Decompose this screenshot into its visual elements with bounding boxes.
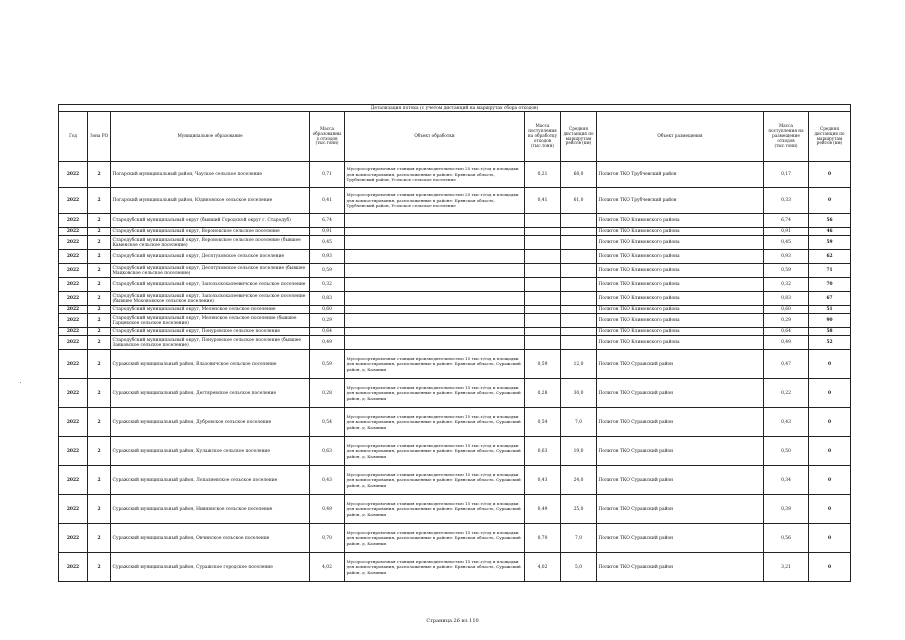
- row-disposal-object: Полигон ТКО Климовского района: [597, 306, 764, 314]
- row-processing-object: [345, 314, 525, 328]
- row-processing-object: [345, 214, 525, 228]
- row-year: 2022: [59, 379, 88, 408]
- row-municipality: Суражский муниципальный район, Лопазненское сельское поселение: [111, 466, 310, 495]
- row-distance-disposal: 0: [809, 495, 851, 524]
- row-mass-processing: [525, 236, 561, 250]
- row-distance-disposal: 51: [809, 306, 851, 314]
- row-disposal-object: Полигон ТКО Климовского района: [597, 328, 764, 336]
- row-mass-processing: 0,59: [525, 350, 561, 379]
- table-row: [59, 250, 851, 264]
- table-row: [59, 188, 851, 214]
- row-mass-generated: 0,41: [310, 188, 345, 214]
- row-mass-processing: [525, 250, 561, 264]
- row-mass-processing: [525, 214, 561, 228]
- row-mass-generated: 0,32: [310, 278, 345, 292]
- row-zone: 2: [88, 328, 111, 336]
- row-distance-processing: [561, 250, 597, 264]
- row-mass-processing: 0,28: [525, 379, 561, 408]
- row-disposal-object: Полигон ТКО Климовского района: [597, 228, 764, 236]
- row-processing-object: Мусоросортировочная станция производительностью 15 тыс.т/год и площадки для компостирования, расположенные в районе: Брянская область, Суражский район, д. Калинки: [345, 466, 525, 495]
- row-disposal-object: Полигон ТКО Суражский район: [597, 466, 764, 495]
- row-municipality: Суражский муниципальный район, Дубровское сельское поселение: [111, 408, 310, 437]
- header-row: [59, 112, 851, 162]
- row-distance-processing: 68,0: [561, 162, 597, 188]
- row-distance-processing: 12,0: [561, 350, 597, 379]
- row-mass-processing: 0,63: [525, 437, 561, 466]
- row-mass-generated: 0,71: [310, 162, 345, 188]
- row-mass-generated: 0,49: [310, 336, 345, 350]
- row-distance-processing: 25,0: [561, 495, 597, 524]
- row-processing-object: [345, 306, 525, 314]
- row-disposal-object: Полигон ТКО Климовского района: [597, 214, 764, 228]
- row-mass-generated: 6,74: [310, 214, 345, 228]
- row-municipality: Стародубский муниципальный округ, Понуровское сельское поселение (бывшее Занковское сельское поселение): [111, 336, 310, 350]
- row-year: 2022: [59, 188, 88, 214]
- row-year: 2022: [59, 264, 88, 278]
- row-distance-processing: 19,0: [561, 437, 597, 466]
- table-row: [59, 292, 851, 306]
- row-distance-processing: [561, 264, 597, 278]
- row-processing-object: [345, 336, 525, 350]
- row-municipality: Стародубский муниципальный округ, Запольскохалеевичское сельское поселение: [111, 278, 310, 292]
- header-mass-processing: Масса поступления на обработку отходов (тыс.тонн): [525, 112, 561, 162]
- row-year: 2022: [59, 250, 88, 264]
- row-distance-disposal: 0: [809, 188, 851, 214]
- row-municipality: Стародубский муниципальный округ, Воронокское сельское поселение (бывшее Каменское сельское поселение): [111, 236, 310, 250]
- row-mass-processing: [525, 336, 561, 350]
- row-distance-disposal: 56: [809, 214, 851, 228]
- row-processing-object: [345, 250, 525, 264]
- row-mass-disposal: 0,60: [764, 306, 809, 314]
- row-zone: 2: [88, 437, 111, 466]
- row-processing-object: Мусоросортировочная станция производительностью 15 тыс.т/год и площадки для компостирования, расположенные в районе: Брянская область, Суражский район, д. Калинки: [345, 495, 525, 524]
- table-row: [59, 336, 851, 350]
- row-zone: 2: [88, 553, 111, 582]
- row-distance-disposal: 58: [809, 328, 851, 336]
- row-mass-generated: 0,28: [310, 379, 345, 408]
- row-zone: 2: [88, 264, 111, 278]
- row-processing-object: Мусоросортировочная станция производительностью 25 тыс.т/год и площадки для компостирования, расположенные в районе: Брянская область, Трубчевский район, Усохское сельское поселение: [345, 162, 525, 188]
- row-mass-generated: 0,91: [310, 228, 345, 236]
- row-mass-processing: [525, 314, 561, 328]
- table-row: [59, 553, 851, 582]
- row-municipality: Стародубский муниципальный округ, Десятуховское сельское поселение (бывшее Мацковское сельское поселение): [111, 264, 310, 278]
- page-number: Страница 26 из 110: [426, 618, 479, 624]
- row-mass-processing: 0,70: [525, 524, 561, 553]
- row-municipality: Стародубский муниципальный округ, Воронокское сельское поселение: [111, 228, 310, 236]
- row-distance-processing: [561, 328, 597, 336]
- header-municipality: Муниципальное образование: [111, 112, 310, 162]
- row-disposal-object: Полигон ТКО Климовского района: [597, 314, 764, 328]
- row-disposal-object: Полигон ТКО Климовского района: [597, 278, 764, 292]
- row-mass-disposal: 0,59: [764, 264, 809, 278]
- row-distance-disposal: 59: [809, 236, 851, 250]
- row-disposal-object: Полигон ТКО Суражский район: [597, 350, 764, 379]
- row-mass-generated: 0,45: [310, 236, 345, 250]
- row-disposal-object: Полигон ТКО Суражский район: [597, 379, 764, 408]
- row-processing-object: [345, 278, 525, 292]
- row-distance-disposal: 0: [809, 162, 851, 188]
- row-municipality: Стародубский муниципальный округ, Меленское сельское поселение: [111, 306, 310, 314]
- row-mass-generated: 0,83: [310, 292, 345, 306]
- row-processing-object: Мусоросортировочная станция производительностью 15 тыс.т/год и площадки для компостирования, расположенные в районе: Брянская область, Суражский район, д. Калинки: [345, 408, 525, 437]
- row-year: 2022: [59, 553, 88, 582]
- row-zone: 2: [88, 379, 111, 408]
- row-distance-processing: [561, 228, 597, 236]
- table-row: [59, 236, 851, 250]
- waste-flow-table: [58, 104, 851, 582]
- row-processing-object: Мусоросортировочная станция производительностью 15 тыс.т/год и площадки для компостирования, расположенные в районе: Брянская область, Суражский район, д. Калинки: [345, 524, 525, 553]
- table-row: [59, 408, 851, 437]
- row-zone: 2: [88, 314, 111, 328]
- row-mass-processing: [525, 292, 561, 306]
- row-processing-object: [345, 228, 525, 236]
- row-year: 2022: [59, 306, 88, 314]
- scan-speck: [20, 382, 21, 383]
- row-mass-disposal: 0,93: [764, 250, 809, 264]
- row-distance-disposal: 70: [809, 278, 851, 292]
- row-year: 2022: [59, 214, 88, 228]
- row-mass-disposal: 0,56: [764, 524, 809, 553]
- row-year: 2022: [59, 466, 88, 495]
- row-municipality: Суражский муниципальный район, Кулажское сельское поселение: [111, 437, 310, 466]
- row-disposal-object: Полигон ТКО Климовского района: [597, 292, 764, 306]
- row-year: 2022: [59, 228, 88, 236]
- row-mass-processing: 0,43: [525, 466, 561, 495]
- row-municipality: Стародубский муниципальный округ, Меленское сельское поселение (бывшее Гарцевское сельское поселение): [111, 314, 310, 328]
- header-distance-processing: Средняя дистанция по маршрутам рейсов (км): [561, 112, 597, 162]
- row-disposal-object: Полигон ТКО Трубчевский район: [597, 162, 764, 188]
- header-mass-generated: Масса образованных отходов (тыс.тонн): [310, 112, 345, 162]
- row-distance-disposal: 71: [809, 264, 851, 278]
- table-row: [59, 264, 851, 278]
- row-mass-disposal: 0,49: [764, 336, 809, 350]
- row-mass-generated: 0,59: [310, 264, 345, 278]
- table-row: [59, 379, 851, 408]
- header-distance-disposal: Средняя дистанция по маршрутам рейсов (км): [809, 112, 851, 162]
- row-municipality: Суражский муниципальный район, Нивнянское сельское поселение: [111, 495, 310, 524]
- row-zone: 2: [88, 466, 111, 495]
- row-mass-disposal: 0,50: [764, 437, 809, 466]
- row-year: 2022: [59, 314, 88, 328]
- row-zone: 2: [88, 408, 111, 437]
- row-mass-generated: 0,43: [310, 466, 345, 495]
- row-mass-processing: [525, 228, 561, 236]
- row-disposal-object: Полигон ТКО Климовского района: [597, 264, 764, 278]
- row-mass-processing: [525, 278, 561, 292]
- row-zone: 2: [88, 336, 111, 350]
- row-distance-disposal: 0: [809, 350, 851, 379]
- row-distance-processing: [561, 214, 597, 228]
- row-disposal-object: Полигон ТКО Суражский район: [597, 437, 764, 466]
- row-municipality: Суражский муниципальный район, Дегтяревское сельское поселение: [111, 379, 310, 408]
- row-processing-object: [345, 292, 525, 306]
- table-row: [59, 350, 851, 379]
- row-distance-processing: 7,0: [561, 408, 597, 437]
- row-distance-disposal: 0: [809, 379, 851, 408]
- table-row: [59, 278, 851, 292]
- row-distance-processing: 61,0: [561, 188, 597, 214]
- row-disposal-object: Полигон ТКО Суражский район: [597, 553, 764, 582]
- row-year: 2022: [59, 292, 88, 306]
- row-distance-disposal: 67: [809, 292, 851, 306]
- row-zone: 2: [88, 236, 111, 250]
- row-zone: 2: [88, 228, 111, 236]
- row-mass-processing: [525, 328, 561, 336]
- row-processing-object: Мусоросортировочная станция производительностью 15 тыс.т/год и площадки для компостирования, расположенные в районе: Брянская область, Суражский район, д. Калинки: [345, 553, 525, 582]
- table-row: [59, 306, 851, 314]
- table-row: [59, 524, 851, 553]
- row-mass-processing: 4,02: [525, 553, 561, 582]
- row-mass-processing: 0,41: [525, 188, 561, 214]
- header-disposal-object: Объект размещения: [597, 112, 764, 162]
- row-municipality: Суражский муниципальный район, Суражское городское поселение: [111, 553, 310, 582]
- row-distance-processing: [561, 236, 597, 250]
- row-distance-disposal: 0: [809, 553, 851, 582]
- row-distance-disposal: 0: [809, 524, 851, 553]
- row-mass-disposal: 0,34: [764, 466, 809, 495]
- row-year: 2022: [59, 236, 88, 250]
- table-caption: Детализация потока (с учетом дистанций на маршрутах сбора отходов): [59, 105, 851, 112]
- row-year: 2022: [59, 336, 88, 350]
- row-year: 2022: [59, 495, 88, 524]
- row-mass-generated: 0,49: [310, 495, 345, 524]
- row-processing-object: Мусоросортировочная станция производительностью 15 тыс.т/год и площадки для компостирования, расположенные в районе: Брянская область, Суражский район, д. Калинки: [345, 437, 525, 466]
- row-municipality: Погарский муниципальный район, Чауское сельское поселение: [111, 162, 310, 188]
- row-zone: 2: [88, 306, 111, 314]
- row-zone: 2: [88, 278, 111, 292]
- row-zone: 2: [88, 495, 111, 524]
- row-municipality: Стародубский муниципальный округ, Десятуховское сельское поселение: [111, 250, 310, 264]
- row-mass-generated: 0,59: [310, 350, 345, 379]
- row-mass-generated: 0,93: [310, 250, 345, 264]
- header-mass-disposal: Масса поступления на размещение отходов (тыс.тонн): [764, 112, 809, 162]
- row-year: 2022: [59, 524, 88, 553]
- row-disposal-object: Полигон ТКО Суражский район: [597, 524, 764, 553]
- row-year: 2022: [59, 162, 88, 188]
- row-distance-disposal: 0: [809, 437, 851, 466]
- row-processing-object: Мусоросортировочная станция производительностью 25 тыс.т/год и площадки для компостирования, расположенные в районе: Брянская область, Трубчевский район, Усохское сельское поселение: [345, 188, 525, 214]
- row-mass-disposal: 0,64: [764, 328, 809, 336]
- row-mass-processing: [525, 264, 561, 278]
- row-mass-disposal: 0,32: [764, 278, 809, 292]
- row-zone: 2: [88, 250, 111, 264]
- row-mass-disposal: 0,22: [764, 379, 809, 408]
- row-zone: 2: [88, 292, 111, 306]
- row-year: 2022: [59, 437, 88, 466]
- row-mass-generated: 0,64: [310, 328, 345, 336]
- row-distance-disposal: 62: [809, 250, 851, 264]
- row-processing-object: Мусоросортировочная станция производительностью 15 тыс.т/год и площадки для компостирования, расположенные в районе: Брянская область, Суражский район, д. Калинки: [345, 350, 525, 379]
- row-mass-generated: 0,63: [310, 437, 345, 466]
- row-municipality: Суражский муниципальный район, Влазовичское сельское поселение: [111, 350, 310, 379]
- row-mass-generated: 0,54: [310, 408, 345, 437]
- row-mass-generated: 0,70: [310, 524, 345, 553]
- row-distance-processing: [561, 278, 597, 292]
- row-distance-processing: [561, 336, 597, 350]
- row-zone: 2: [88, 214, 111, 228]
- row-mass-processing: 0,49: [525, 495, 561, 524]
- row-mass-disposal: 0,39: [764, 495, 809, 524]
- row-mass-generated: 4,02: [310, 553, 345, 582]
- row-disposal-object: Полигон ТКО Суражский район: [597, 408, 764, 437]
- row-disposal-object: Полигон ТКО Трубчевский район: [597, 188, 764, 214]
- row-municipality: Стародубский муниципальный округ, Понуровское сельское поселение: [111, 328, 310, 336]
- row-processing-object: [345, 328, 525, 336]
- row-mass-disposal: 0,83: [764, 292, 809, 306]
- row-zone: 2: [88, 188, 111, 214]
- row-distance-disposal: 46: [809, 228, 851, 236]
- table-row: [59, 228, 851, 236]
- row-municipality: Погарский муниципальный район, Юдиновское сельское поселение: [111, 188, 310, 214]
- row-distance-processing: [561, 306, 597, 314]
- row-mass-disposal: 3,21: [764, 553, 809, 582]
- row-disposal-object: Полигон ТКО Климовского района: [597, 250, 764, 264]
- table-body: [59, 162, 851, 582]
- row-year: 2022: [59, 328, 88, 336]
- row-distance-processing: 5,0: [561, 553, 597, 582]
- row-mass-disposal: 0,45: [764, 236, 809, 250]
- row-distance-disposal: 52: [809, 336, 851, 350]
- row-year: 2022: [59, 408, 88, 437]
- row-distance-processing: 7,0: [561, 524, 597, 553]
- row-municipality: Стародубский муниципальный округ, Запольскохалеевичское сельское поселение (бывшее Мохоновское сельское поселение): [111, 292, 310, 306]
- row-disposal-object: Полигон ТКО Суражский район: [597, 495, 764, 524]
- row-distance-processing: 30,0: [561, 379, 597, 408]
- row-processing-object: [345, 236, 525, 250]
- table-row: [59, 162, 851, 188]
- header-year: Год: [59, 112, 88, 162]
- table-row: [59, 328, 851, 336]
- row-distance-disposal: 0: [809, 466, 851, 495]
- row-zone: 2: [88, 350, 111, 379]
- row-mass-disposal: 0,43: [764, 408, 809, 437]
- row-mass-processing: 0,54: [525, 408, 561, 437]
- table-row: [59, 466, 851, 495]
- row-mass-disposal: 6,74: [764, 214, 809, 228]
- row-municipality: Стародубский муниципальный округ (бывший Городской округ г. Стародуб): [111, 214, 310, 228]
- row-disposal-object: Полигон ТКО Климовского района: [597, 336, 764, 350]
- row-mass-disposal: 0,91: [764, 228, 809, 236]
- row-distance-disposal: 90: [809, 314, 851, 328]
- row-mass-processing: 0,21: [525, 162, 561, 188]
- table-row: [59, 314, 851, 328]
- row-mass-generated: 0,60: [310, 306, 345, 314]
- table-row: [59, 495, 851, 524]
- row-mass-processing: [525, 306, 561, 314]
- row-distance-disposal: 0: [809, 408, 851, 437]
- row-municipality: Суражский муниципальный район, Овчинское сельское поселение: [111, 524, 310, 553]
- row-mass-generated: 0,29: [310, 314, 345, 328]
- header-zone: Зона РО: [88, 112, 111, 162]
- row-zone: 2: [88, 162, 111, 188]
- row-disposal-object: Полигон ТКО Климовского района: [597, 236, 764, 250]
- table-row: [59, 214, 851, 228]
- row-mass-disposal: 0,33: [764, 188, 809, 214]
- document-sheet: [58, 104, 850, 582]
- row-distance-processing: [561, 314, 597, 328]
- row-mass-disposal: 0,17: [764, 162, 809, 188]
- row-distance-processing: [561, 292, 597, 306]
- row-mass-disposal: 0,47: [764, 350, 809, 379]
- row-zone: 2: [88, 524, 111, 553]
- row-distance-processing: 24,0: [561, 466, 597, 495]
- header-processing-object: Объект обработки: [345, 112, 525, 162]
- row-processing-object: Мусоросортировочная станция производительностью 15 тыс.т/год и площадки для компостирования, расположенные в районе: Брянская область, Суражский район, д. Калинки: [345, 379, 525, 408]
- row-year: 2022: [59, 350, 88, 379]
- row-mass-disposal: 0,29: [764, 314, 809, 328]
- row-year: 2022: [59, 278, 88, 292]
- table-row: [59, 437, 851, 466]
- row-processing-object: [345, 264, 525, 278]
